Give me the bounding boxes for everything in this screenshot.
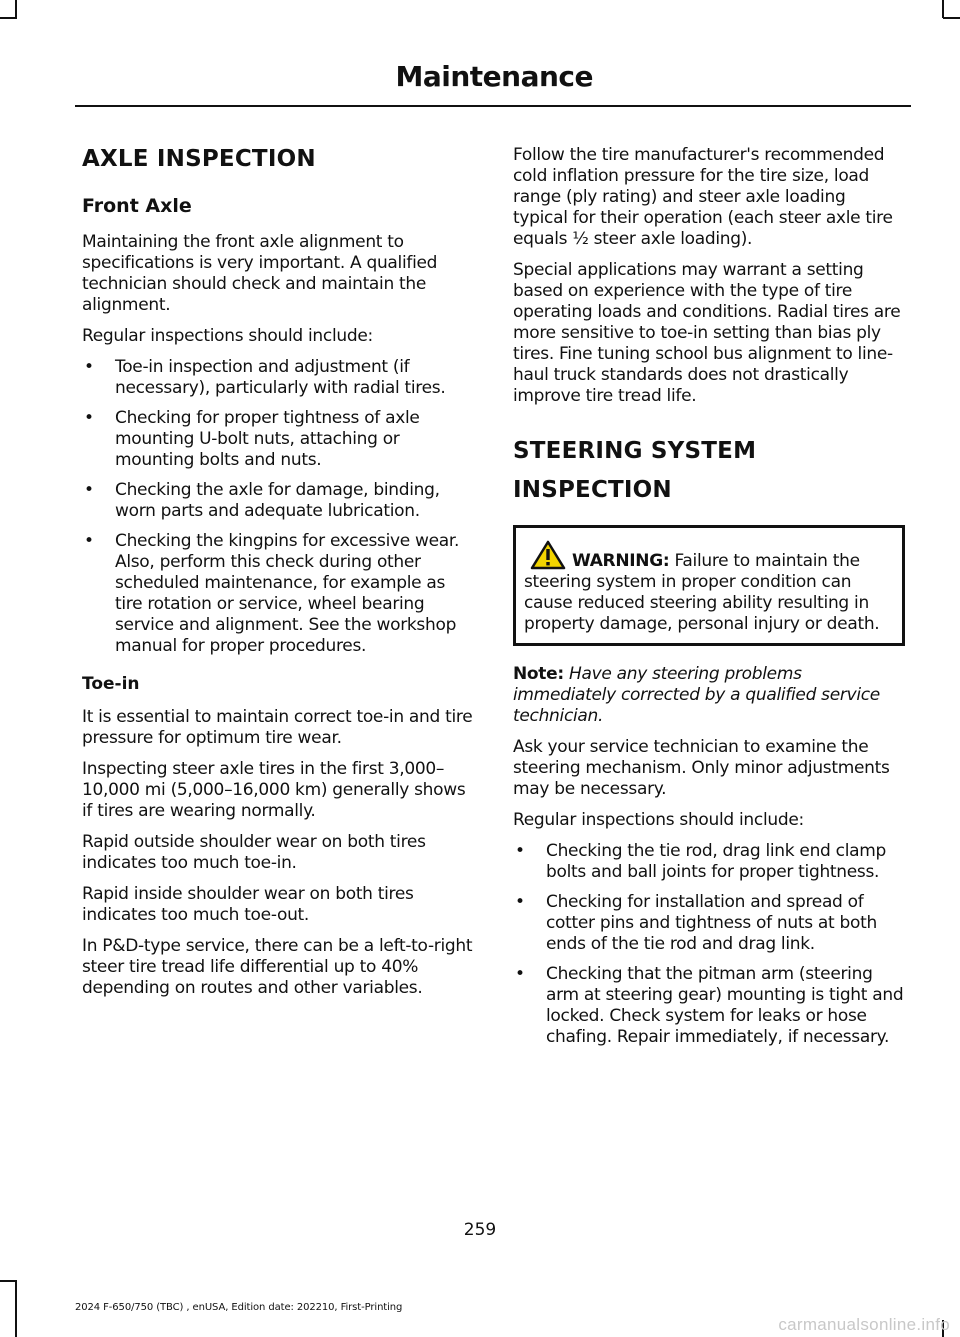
bullet: • <box>515 841 525 861</box>
crop-mark <box>0 1280 17 1282</box>
bullet-list <box>513 841 905 1048</box>
paragraph: It is essential to maintain correct toe-in and tire pressure for optimum tire wear. <box>82 707 473 748</box>
warning-label: WARNING: <box>572 551 670 571</box>
page-header-title: Maintenance <box>395 60 593 93</box>
bullet: • <box>84 531 94 551</box>
watermark: carmanualsonline.info <box>778 1315 950 1334</box>
subheading-toe-in: Toe-in <box>82 674 140 694</box>
note-text: Have any steering problems immediately corrected by a qualified service technician. <box>513 664 880 726</box>
paragraph: Regular inspections should include: <box>513 810 804 830</box>
paragraph: Maintaining the front axle alignment to specifications is very important. A qualified technician should check and maintain the alignment. <box>82 232 438 315</box>
header-rule <box>75 105 911 107</box>
warning-box <box>513 525 905 646</box>
list-item: • Checking the tie rod, drag link end clamp bolts and ball joints for proper tightness. <box>515 841 886 882</box>
paragraph: Special applications may warrant a setting based on experience with the type of tire operating loads and conditions. Radial tires are more sensitive to toe-in setting than bias ply tires. Fine tuning school bus alignment to line-haul truck standards does not drastically improve tire tread life. <box>513 260 901 406</box>
list-item: • Checking for installation and spread of cotter pins and tightness of nuts at both ends of the tie rod and drag link. <box>515 892 877 954</box>
crop-mark <box>943 17 960 19</box>
crop-mark <box>15 0 17 18</box>
crop-mark <box>0 17 17 19</box>
bullet: • <box>515 892 525 912</box>
paragraph: Inspecting steer axle tires in the first 3,000–10,000 mi (5,000–16,000 km) generally shows if tires are wearing normally. <box>82 759 466 821</box>
paragraph: Ask your service technician to examine the steering mechanism. Only minor adjustments may be necessary. <box>513 737 890 799</box>
paragraph: Regular inspections should include: <box>82 326 373 346</box>
list-item: • Checking that the pitman arm (steering arm at steering gear) mounting is tight and locked. Check system for leaks or hose chafing. Repair immediately, if necessary. <box>515 964 904 1047</box>
section-heading-steering-system-inspection: STEERING SYSTEM INSPECTION <box>513 438 757 503</box>
paragraph: Follow the tire manufacturer's recommended cold inflation pressure for the tire size, load range (ply rating) and steer axle loading typical for their operation (each steer axle tire equals ½ steer axle loading). <box>513 145 893 249</box>
warning-triangle-icon <box>530 540 566 570</box>
paragraph: Rapid inside shoulder wear on both tires indicates too much toe-out. <box>82 884 414 925</box>
page-number: 259 <box>463 1220 497 1240</box>
bullet: • <box>515 964 525 984</box>
bullet: • <box>84 408 94 428</box>
list-item: • Checking the kingpins for excessive wear. Also, perform this check during other scheduled maintenance, for example as tire rotation or service, wheel bearing service and alignment. See the workshop manual for proper procedures. <box>84 531 460 656</box>
bullet: • <box>84 480 94 500</box>
paragraph: In P&D-type service, there can be a left-to-right steer tire tread life differential up to 40% depending on routes and other variables. <box>82 936 473 998</box>
note-label: Note: <box>513 664 564 684</box>
subheading-front-axle: Front Axle <box>82 195 192 217</box>
list-item: • Toe-in inspection and adjustment (if necessary), particularly with radial tires. <box>84 357 446 398</box>
right-column <box>513 145 905 1060</box>
bullet: • <box>84 357 94 377</box>
crop-mark <box>15 1280 17 1337</box>
footer-edition-info: 2024 F-650/750 (TBC) , enUSA, Edition date: 202210, First-Printing <box>75 1302 403 1313</box>
warning-text: Failure to maintain the steering system in proper condition can cause reduced steering ability resulting in property damage, personal injury or death. <box>524 551 880 634</box>
paragraph: Rapid outside shoulder wear on both tires indicates too much toe-in. <box>82 832 426 873</box>
list-item: • Checking for proper tightness of axle mounting U-bolt nuts, attaching or mounting bolts and nuts. <box>84 408 420 470</box>
list-item: • Checking the axle for damage, binding, worn parts and adequate lubrication. <box>84 480 440 521</box>
note <box>513 664 905 727</box>
section-heading-axle-inspection: AXLE INSPECTION <box>82 146 316 172</box>
left-column <box>82 145 474 1009</box>
crop-mark <box>942 0 944 18</box>
bullet-list <box>82 357 474 657</box>
